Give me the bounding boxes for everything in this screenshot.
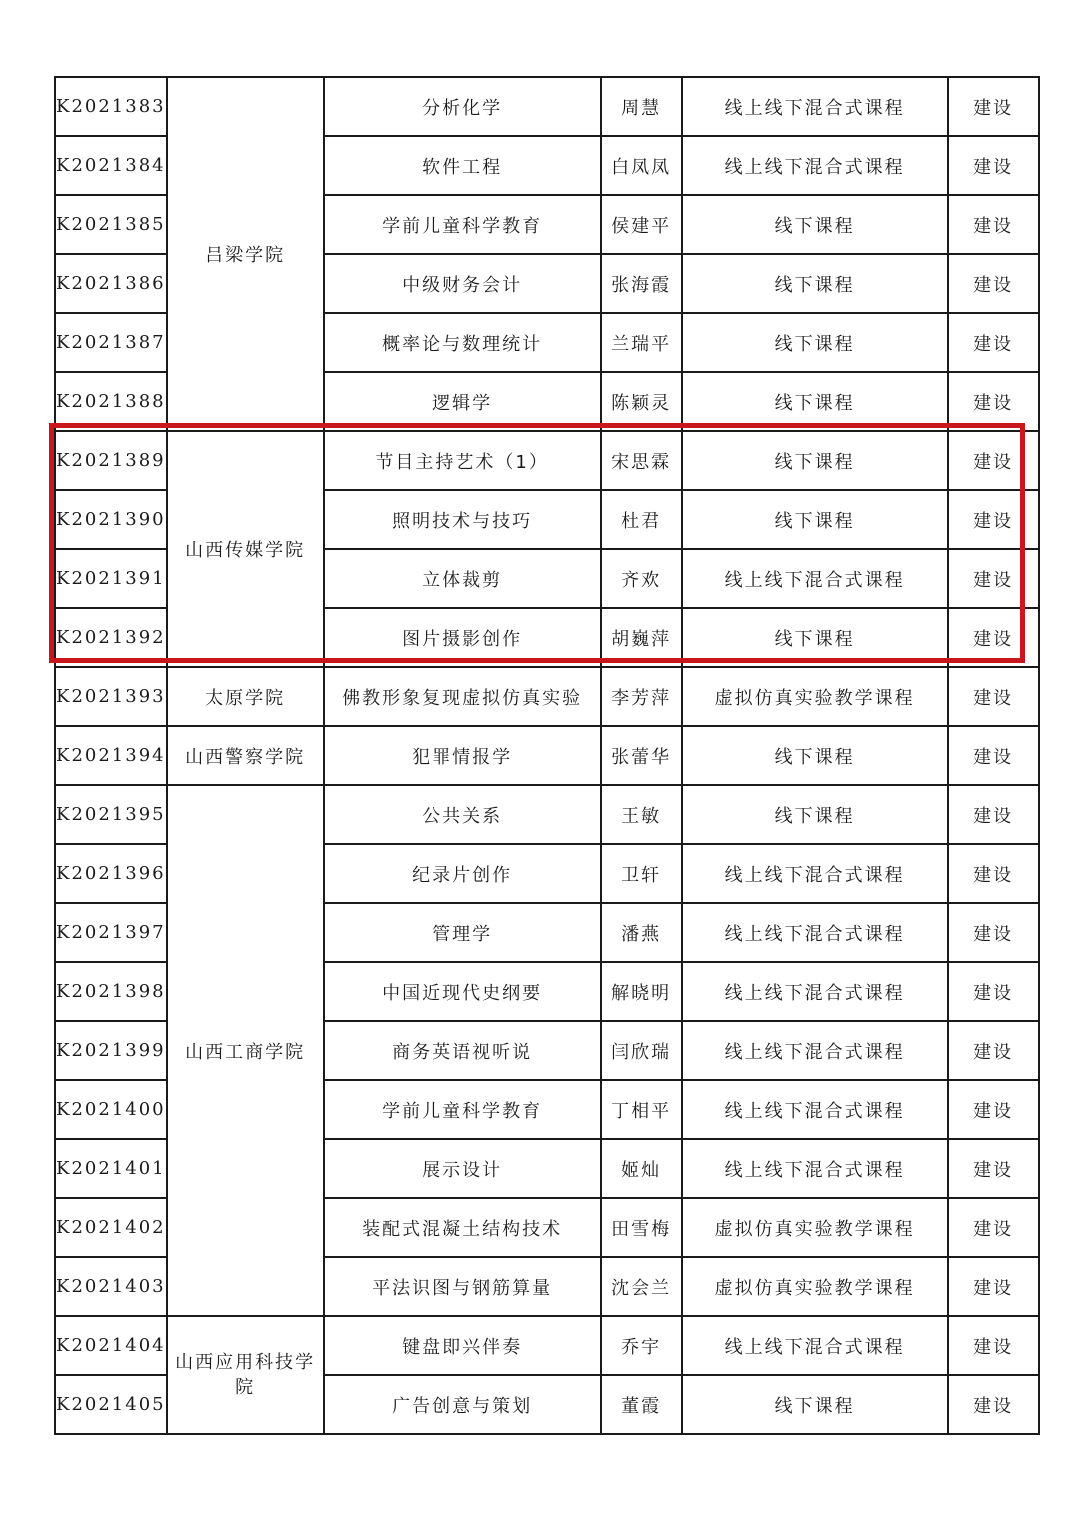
table-row: [55, 785, 1039, 844]
course-type-cell: 线上线下混合式课程: [682, 136, 948, 195]
course-category-cell: 建设: [948, 1080, 1039, 1139]
course-type-cell: 线上线下混合式课程: [682, 844, 948, 903]
course-leader-cell: 乔宇: [601, 1316, 682, 1375]
course-category-cell: 建设: [948, 844, 1039, 903]
course-leader-cell: 闫欣瑞: [601, 1021, 682, 1080]
course-code-cell: K2021398: [55, 962, 167, 1021]
course-code-cell: K2021405: [55, 1375, 167, 1434]
course-type-cell: 线上线下混合式课程: [682, 77, 948, 136]
course-category-cell: 建设: [948, 1021, 1039, 1080]
course-code-cell: K2021389: [55, 431, 167, 490]
course-code-cell: K2021403: [55, 1257, 167, 1316]
school-cell: 山西工商学院: [167, 785, 324, 1316]
course-type-cell: 线下课程: [682, 1375, 948, 1434]
course-leader-cell: 李芳萍: [601, 667, 682, 726]
course-category-cell: 建设: [948, 962, 1039, 1021]
course-category-cell: 建设: [948, 431, 1039, 490]
course-leader-cell: 侯建平: [601, 195, 682, 254]
course-code-cell: K2021388: [55, 372, 167, 431]
course-name-cell: 软件工程: [324, 136, 601, 195]
course-category-cell: 建设: [948, 1139, 1039, 1198]
course-code-cell: K2021393: [55, 667, 167, 726]
course-name-cell: 图片摄影创作: [324, 608, 601, 667]
course-leader-cell: 陈颖灵: [601, 372, 682, 431]
course-type-cell: 线上线下混合式课程: [682, 962, 948, 1021]
course-category-cell: 建设: [948, 77, 1039, 136]
course-type-cell: 线上线下混合式课程: [682, 1021, 948, 1080]
course-type-cell: 线上线下混合式课程: [682, 549, 948, 608]
course-code-cell: K2021400: [55, 1080, 167, 1139]
course-name-cell: 立体裁剪: [324, 549, 601, 608]
course-leader-cell: 张海霞: [601, 254, 682, 313]
table-row: [55, 431, 1039, 490]
course-category-cell: 建设: [948, 667, 1039, 726]
course-type-cell: 线上线下混合式课程: [682, 903, 948, 962]
school-cell: 山西警察学院: [167, 726, 324, 785]
course-name-cell: 装配式混凝土结构技术: [324, 1198, 601, 1257]
course-category-cell: 建设: [948, 136, 1039, 195]
table-row: [55, 726, 1039, 785]
course-name-cell: 广告创意与策划: [324, 1375, 601, 1434]
course-code-cell: K2021395: [55, 785, 167, 844]
course-code-cell: K2021397: [55, 903, 167, 962]
course-name-cell: 逻辑学: [324, 372, 601, 431]
school-cell: 吕梁学院: [167, 77, 324, 431]
course-category-cell: 建设: [948, 254, 1039, 313]
school-cell: 太原学院: [167, 667, 324, 726]
course-leader-cell: 卫轩: [601, 844, 682, 903]
course-type-cell: 线下课程: [682, 726, 948, 785]
course-table: [54, 76, 1040, 1435]
course-code-cell: K2021402: [55, 1198, 167, 1257]
course-leader-cell: 周慧: [601, 77, 682, 136]
course-name-cell: 中国近现代史纲要: [324, 962, 601, 1021]
course-name-cell: 犯罪情报学: [324, 726, 601, 785]
course-code-cell: K2021401: [55, 1139, 167, 1198]
course-category-cell: 建设: [948, 195, 1039, 254]
course-name-cell: 分析化学: [324, 77, 601, 136]
course-name-cell: 管理学: [324, 903, 601, 962]
course-name-cell: 节目主持艺术（1）: [324, 431, 601, 490]
course-type-cell: 虚拟仿真实验教学课程: [682, 1198, 948, 1257]
course-code-cell: K2021391: [55, 549, 167, 608]
course-category-cell: 建设: [948, 608, 1039, 667]
course-name-cell: 商务英语视听说: [324, 1021, 601, 1080]
course-leader-cell: 胡巍萍: [601, 608, 682, 667]
course-leader-cell: 丁相平: [601, 1080, 682, 1139]
course-leader-cell: 姬灿: [601, 1139, 682, 1198]
school-cell: 山西传媒学院: [167, 431, 324, 667]
course-name-cell: 中级财务会计: [324, 254, 601, 313]
course-name-cell: 概率论与数理统计: [324, 313, 601, 372]
course-type-cell: 线下课程: [682, 372, 948, 431]
course-category-cell: 建设: [948, 1257, 1039, 1316]
course-category-cell: 建设: [948, 372, 1039, 431]
course-type-cell: 线下课程: [682, 195, 948, 254]
course-category-cell: 建设: [948, 549, 1039, 608]
course-category-cell: 建设: [948, 1316, 1039, 1375]
course-type-cell: 虚拟仿真实验教学课程: [682, 1257, 948, 1316]
course-leader-cell: 兰瑞平: [601, 313, 682, 372]
table-row: [55, 1316, 1039, 1375]
course-code-cell: K2021396: [55, 844, 167, 903]
course-type-cell: 线下课程: [682, 490, 948, 549]
course-name-cell: 键盘即兴伴奏: [324, 1316, 601, 1375]
course-leader-cell: 白凤凤: [601, 136, 682, 195]
course-category-cell: 建设: [948, 726, 1039, 785]
school-cell: 山西应用科技学院: [167, 1316, 324, 1434]
course-type-cell: 线上线下混合式课程: [682, 1316, 948, 1375]
table-row: [55, 667, 1039, 726]
course-type-cell: 线下课程: [682, 431, 948, 490]
course-type-cell: 线下课程: [682, 313, 948, 372]
course-code-cell: K2021392: [55, 608, 167, 667]
course-code-cell: K2021390: [55, 490, 167, 549]
course-name-cell: 公共关系: [324, 785, 601, 844]
course-leader-cell: 王敏: [601, 785, 682, 844]
course-code-cell: K2021383: [55, 77, 167, 136]
course-name-cell: 展示设计: [324, 1139, 601, 1198]
table-body: [55, 77, 1039, 1434]
course-code-cell: K2021394: [55, 726, 167, 785]
course-leader-cell: 张蕾华: [601, 726, 682, 785]
course-code-cell: K2021404: [55, 1316, 167, 1375]
course-name-cell: 学前儿童科学教育: [324, 195, 601, 254]
course-type-cell: 线上线下混合式课程: [682, 1139, 948, 1198]
course-category-cell: 建设: [948, 490, 1039, 549]
course-code-cell: K2021386: [55, 254, 167, 313]
course-leader-cell: 沈会兰: [601, 1257, 682, 1316]
course-code-cell: K2021387: [55, 313, 167, 372]
course-category-cell: 建设: [948, 1198, 1039, 1257]
course-category-cell: 建设: [948, 1375, 1039, 1434]
course-leader-cell: 杜君: [601, 490, 682, 549]
course-name-cell: 佛教形象复现虚拟仿真实验: [324, 667, 601, 726]
course-name-cell: 照明技术与技巧: [324, 490, 601, 549]
course-category-cell: 建设: [948, 903, 1039, 962]
course-code-cell: K2021384: [55, 136, 167, 195]
course-type-cell: 线上线下混合式课程: [682, 1080, 948, 1139]
course-leader-cell: 齐欢: [601, 549, 682, 608]
course-type-cell: 线下课程: [682, 608, 948, 667]
course-leader-cell: 董霞: [601, 1375, 682, 1434]
course-name-cell: 学前儿童科学教育: [324, 1080, 601, 1139]
course-leader-cell: 解晓明: [601, 962, 682, 1021]
course-leader-cell: 田雪梅: [601, 1198, 682, 1257]
course-category-cell: 建设: [948, 313, 1039, 372]
course-type-cell: 线下课程: [682, 785, 948, 844]
course-type-cell: 线下课程: [682, 254, 948, 313]
course-leader-cell: 宋思霖: [601, 431, 682, 490]
course-type-cell: 虚拟仿真实验教学课程: [682, 667, 948, 726]
table-row: [55, 77, 1039, 136]
course-name-cell: 平法识图与钢筋算量: [324, 1257, 601, 1316]
course-category-cell: 建设: [948, 785, 1039, 844]
course-name-cell: 纪录片创作: [324, 844, 601, 903]
course-code-cell: K2021399: [55, 1021, 167, 1080]
course-leader-cell: 潘燕: [601, 903, 682, 962]
course-code-cell: K2021385: [55, 195, 167, 254]
